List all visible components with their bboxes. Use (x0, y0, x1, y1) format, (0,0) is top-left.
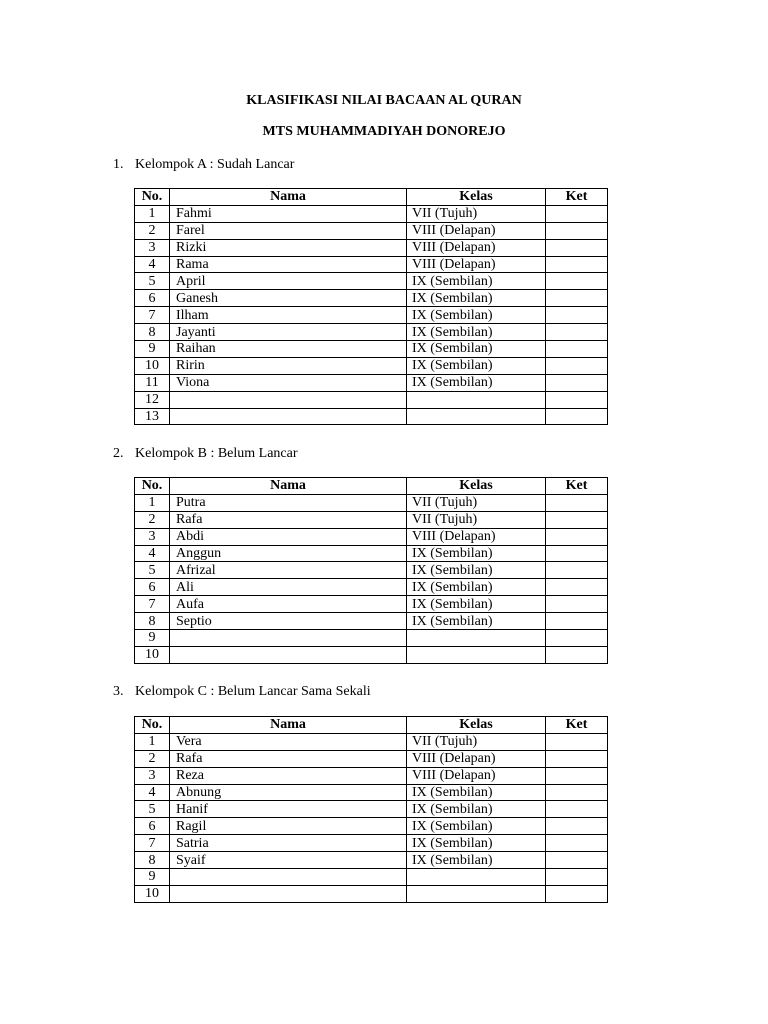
cell-kelas: IX (Sembilan) (407, 784, 546, 801)
cell-ket (546, 205, 608, 222)
table-row (135, 528, 608, 545)
cell-ket (546, 835, 608, 852)
cell-no: 10 (135, 357, 170, 374)
cell-ket (546, 818, 608, 835)
cell-no: 7 (135, 307, 170, 324)
header-nama: Nama (170, 717, 407, 734)
header-kelas: Kelas (407, 717, 546, 734)
cell-no: 3 (135, 767, 170, 784)
cell-nama: April (170, 273, 407, 290)
cell-ket (546, 767, 608, 784)
cell-kelas (407, 391, 546, 408)
table-row (135, 869, 608, 886)
cell-no: 8 (135, 852, 170, 869)
cell-kelas: VIII (Delapan) (407, 767, 546, 784)
cell-nama: Anggun (170, 545, 407, 562)
table-row (135, 494, 608, 511)
cell-ket (546, 885, 608, 902)
cell-nama: Putra (170, 494, 407, 511)
table-row (135, 545, 608, 562)
cell-no: 10 (135, 646, 170, 663)
table-row (135, 205, 608, 222)
cell-no: 3 (135, 239, 170, 256)
cell-nama: Rizki (170, 239, 407, 256)
cell-no: 12 (135, 391, 170, 408)
cell-nama: Jayanti (170, 324, 407, 341)
cell-kelas: IX (Sembilan) (407, 801, 546, 818)
cell-kelas: IX (Sembilan) (407, 579, 546, 596)
table-row (135, 596, 608, 613)
section-number: 1. (113, 157, 124, 172)
cell-ket (546, 357, 608, 374)
section-number: 3. (113, 684, 124, 699)
table-row (135, 733, 608, 750)
table-row (135, 511, 608, 528)
cell-nama: Afrizal (170, 562, 407, 579)
group-c-table (134, 716, 608, 903)
document-title: KLASIFIKASI NILAI BACAAN AL QURAN (246, 93, 522, 108)
table-row (135, 767, 608, 784)
cell-ket (546, 391, 608, 408)
table-row (135, 750, 608, 767)
cell-no: 9 (135, 341, 170, 358)
table-header-row (135, 717, 608, 734)
section-title: Kelompok A : Sudah Lancar (135, 157, 295, 172)
table-row (135, 256, 608, 273)
table-row (135, 630, 608, 647)
cell-nama: Ilham (170, 307, 407, 324)
cell-nama (170, 869, 407, 886)
cell-ket (546, 733, 608, 750)
cell-no: 8 (135, 324, 170, 341)
cell-kelas (407, 408, 546, 425)
cell-kelas (407, 646, 546, 663)
cell-no: 9 (135, 630, 170, 647)
section-title: Kelompok B : Belum Lancar (135, 446, 298, 461)
cell-no: 13 (135, 408, 170, 425)
cell-ket (546, 222, 608, 239)
cell-ket (546, 784, 608, 801)
header-ket: Ket (546, 478, 608, 495)
cell-ket (546, 408, 608, 425)
cell-ket (546, 545, 608, 562)
cell-ket (546, 596, 608, 613)
cell-ket (546, 341, 608, 358)
header-no: No. (135, 189, 170, 206)
cell-ket (546, 374, 608, 391)
cell-nama: Abnung (170, 784, 407, 801)
cell-nama: Fahmi (170, 205, 407, 222)
header-ket: Ket (546, 189, 608, 206)
table-row (135, 579, 608, 596)
table-row (135, 273, 608, 290)
cell-kelas: IX (Sembilan) (407, 357, 546, 374)
cell-kelas: IX (Sembilan) (407, 818, 546, 835)
cell-kelas: IX (Sembilan) (407, 835, 546, 852)
table-row (135, 222, 608, 239)
cell-ket (546, 869, 608, 886)
cell-no: 9 (135, 869, 170, 886)
table-row (135, 307, 608, 324)
table-row (135, 784, 608, 801)
cell-nama: Rafa (170, 750, 407, 767)
cell-kelas: IX (Sembilan) (407, 596, 546, 613)
section-heading-group-c (113, 684, 371, 700)
cell-no: 1 (135, 733, 170, 750)
cell-nama: Farel (170, 222, 407, 239)
table-row (135, 801, 608, 818)
cell-nama: Raihan (170, 341, 407, 358)
cell-nama: Syaif (170, 852, 407, 869)
cell-kelas: VIII (Delapan) (407, 750, 546, 767)
cell-ket (546, 852, 608, 869)
cell-ket (546, 307, 608, 324)
cell-no: 4 (135, 256, 170, 273)
table-row (135, 341, 608, 358)
cell-no: 6 (135, 290, 170, 307)
document-subtitle: MTS MUHAMMADIYAH DONOREJO (262, 124, 506, 139)
cell-nama: Aufa (170, 596, 407, 613)
cell-no: 7 (135, 835, 170, 852)
cell-kelas: VII (Tujuh) (407, 494, 546, 511)
cell-kelas: VII (Tujuh) (407, 511, 546, 528)
cell-nama: Ririn (170, 357, 407, 374)
cell-ket (546, 613, 608, 630)
cell-nama: Rama (170, 256, 407, 273)
table-row (135, 357, 608, 374)
cell-ket (546, 630, 608, 647)
cell-ket (546, 562, 608, 579)
table-row (135, 562, 608, 579)
cell-nama: Ganesh (170, 290, 407, 307)
cell-nama (170, 646, 407, 663)
table-row (135, 391, 608, 408)
table-row (135, 885, 608, 902)
cell-kelas: IX (Sembilan) (407, 562, 546, 579)
cell-no: 4 (135, 545, 170, 562)
cell-ket (546, 801, 608, 818)
cell-kelas: IX (Sembilan) (407, 374, 546, 391)
cell-ket (546, 494, 608, 511)
cell-nama: Satria (170, 835, 407, 852)
table-row (135, 646, 608, 663)
cell-nama: Septio (170, 613, 407, 630)
cell-ket (546, 324, 608, 341)
cell-kelas: VII (Tujuh) (407, 733, 546, 750)
header-nama: Nama (170, 478, 407, 495)
table-row (135, 239, 608, 256)
section-number: 2. (113, 446, 124, 461)
table-header-row (135, 189, 608, 206)
cell-no: 1 (135, 494, 170, 511)
cell-nama: Viona (170, 374, 407, 391)
header-kelas: Kelas (407, 189, 546, 206)
cell-kelas: VIII (Delapan) (407, 528, 546, 545)
table-row (135, 290, 608, 307)
table-row (135, 324, 608, 341)
cell-ket (546, 256, 608, 273)
cell-nama: Vera (170, 733, 407, 750)
cell-nama: Ali (170, 579, 407, 596)
cell-no: 2 (135, 222, 170, 239)
cell-nama: Hanif (170, 801, 407, 818)
table-row (135, 852, 608, 869)
cell-nama (170, 408, 407, 425)
header-no: No. (135, 478, 170, 495)
cell-kelas: IX (Sembilan) (407, 324, 546, 341)
cell-no: 2 (135, 511, 170, 528)
cell-ket (546, 511, 608, 528)
section-title: Kelompok C : Belum Lancar Sama Sekali (135, 684, 371, 699)
cell-kelas: IX (Sembilan) (407, 545, 546, 562)
cell-ket (546, 750, 608, 767)
cell-kelas (407, 630, 546, 647)
table-row (135, 374, 608, 391)
cell-ket (546, 528, 608, 545)
table-row (135, 835, 608, 852)
cell-ket (546, 579, 608, 596)
cell-nama: Abdi (170, 528, 407, 545)
cell-nama: Rafa (170, 511, 407, 528)
header-ket: Ket (546, 717, 608, 734)
cell-kelas (407, 869, 546, 886)
cell-nama: Ragil (170, 818, 407, 835)
header-nama: Nama (170, 189, 407, 206)
cell-nama (170, 885, 407, 902)
group-a-table (134, 188, 608, 425)
group-b-table (134, 477, 608, 664)
cell-no: 7 (135, 596, 170, 613)
cell-nama (170, 391, 407, 408)
cell-no: 6 (135, 818, 170, 835)
cell-no: 6 (135, 579, 170, 596)
cell-kelas: VIII (Delapan) (407, 256, 546, 273)
cell-no: 5 (135, 801, 170, 818)
header-no: No. (135, 717, 170, 734)
cell-nama (170, 630, 407, 647)
section-heading-group-a (113, 157, 294, 173)
table-row (135, 613, 608, 630)
cell-no: 8 (135, 613, 170, 630)
cell-kelas: IX (Sembilan) (407, 341, 546, 358)
cell-no: 11 (135, 374, 170, 391)
table-row (135, 408, 608, 425)
cell-no: 5 (135, 273, 170, 290)
cell-no: 3 (135, 528, 170, 545)
cell-ket (546, 239, 608, 256)
header-kelas: Kelas (407, 478, 546, 495)
cell-no: 10 (135, 885, 170, 902)
cell-nama: Reza (170, 767, 407, 784)
cell-kelas: VII (Tujuh) (407, 205, 546, 222)
cell-kelas: VIII (Delapan) (407, 222, 546, 239)
table-row (135, 818, 608, 835)
cell-no: 2 (135, 750, 170, 767)
cell-no: 5 (135, 562, 170, 579)
cell-kelas: IX (Sembilan) (407, 273, 546, 290)
section-heading-group-b (113, 446, 298, 462)
cell-ket (546, 646, 608, 663)
cell-kelas: IX (Sembilan) (407, 613, 546, 630)
cell-ket (546, 290, 608, 307)
cell-kelas: IX (Sembilan) (407, 290, 546, 307)
cell-kelas: IX (Sembilan) (407, 307, 546, 324)
cell-ket (546, 273, 608, 290)
cell-kelas: IX (Sembilan) (407, 852, 546, 869)
table-header-row (135, 478, 608, 495)
cell-kelas (407, 885, 546, 902)
cell-no: 1 (135, 205, 170, 222)
cell-kelas: VIII (Delapan) (407, 239, 546, 256)
cell-no: 4 (135, 784, 170, 801)
